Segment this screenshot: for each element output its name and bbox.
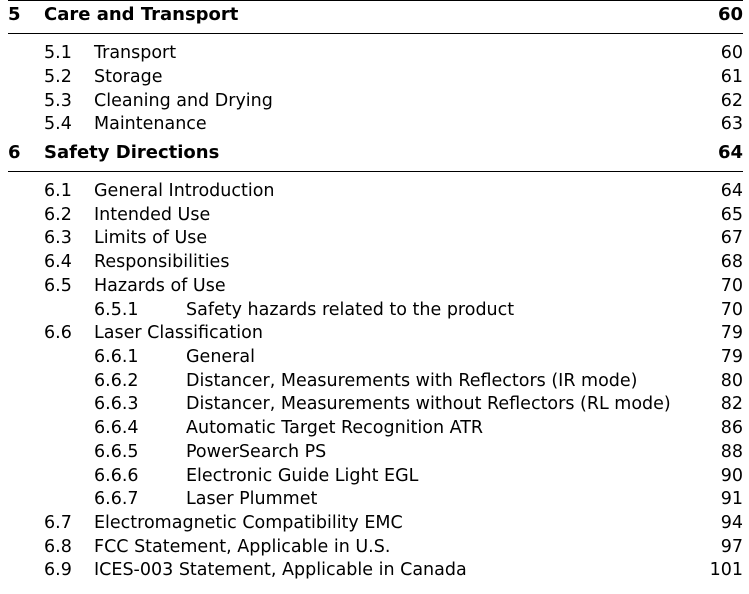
- toc-chapter-5[interactable]: [0, 3, 749, 27]
- toc-entry-6-2[interactable]: [0, 203, 749, 227]
- entry-number: 6.9: [44, 560, 72, 580]
- entry-page: 67: [720, 228, 743, 248]
- entry-title: Cleaning and Drying: [94, 91, 273, 111]
- entry-title: General: [186, 347, 255, 367]
- entry-title: Laser Classification: [94, 323, 263, 343]
- toc-entry-5-4[interactable]: [0, 112, 749, 136]
- entry-number: 6.5: [44, 276, 72, 296]
- entry-number: 6.6.7: [94, 489, 139, 509]
- toc-entry-5-3[interactable]: [0, 89, 749, 113]
- toc-entry-6-6-7[interactable]: [0, 487, 749, 511]
- entry-title: Limits of Use: [94, 228, 208, 248]
- entry-number: 6.1: [44, 181, 72, 201]
- entry-page: 79: [720, 323, 743, 343]
- entry-number: 6.7: [44, 513, 72, 533]
- toc-entry-5-2[interactable]: [0, 65, 749, 89]
- entry-title: Distancer, Measurements with Reflectors (IR mode): [186, 371, 638, 391]
- toc-entry-6-6-5[interactable]: [0, 440, 749, 464]
- entry-number: 6.6.3: [94, 394, 139, 414]
- entry-title: PowerSearch PS: [186, 442, 327, 462]
- toc-entry-5-1[interactable]: [0, 41, 749, 65]
- entry-page: 91: [720, 489, 743, 509]
- entry-number: 6.6.5: [94, 442, 139, 462]
- toc-entry-6-6-1[interactable]: [0, 345, 749, 369]
- entry-title: Hazards of Use: [94, 276, 226, 296]
- entry-number: 6.6.1: [94, 347, 139, 367]
- entry-page: 86: [720, 418, 743, 438]
- entry-page: 82: [720, 394, 743, 414]
- entry-title: FCC Statement, Applicable in U.S.: [94, 537, 391, 557]
- entry-number: 6.5.1: [94, 300, 139, 320]
- toc-entry-6-8[interactable]: [0, 535, 749, 559]
- entry-title: Electromagnetic Compatibility EMC: [94, 513, 403, 533]
- entry-title: Maintenance: [94, 114, 207, 134]
- toc-entry-6-6-3[interactable]: [0, 392, 749, 416]
- entry-number: 6.6.2: [94, 371, 139, 391]
- entry-title: Responsibilities: [94, 252, 230, 272]
- entry-title: Safety hazards related to the product: [186, 300, 515, 320]
- entry-title: Laser Plummet: [186, 489, 318, 509]
- entry-title: ICES-003 Statement, Applicable in Canada: [94, 560, 467, 580]
- entry-number: 5.3: [44, 91, 72, 111]
- chapter-number: 6: [8, 142, 21, 163]
- toc-entry-6-6-2[interactable]: [0, 369, 749, 393]
- entry-page: 80: [720, 371, 743, 391]
- entry-page: 70: [720, 276, 743, 296]
- chapter-divider: [8, 33, 743, 34]
- toc-entry-6-9[interactable]: [0, 558, 749, 582]
- chapter-page: 60: [717, 4, 743, 25]
- entry-page: 90: [720, 466, 743, 486]
- entry-number: 6.8: [44, 537, 72, 557]
- entry-page: 94: [720, 513, 743, 533]
- entry-number: 5.4: [44, 114, 72, 134]
- chapter-number: 5: [8, 4, 21, 25]
- entry-number: 6.6.6: [94, 466, 139, 486]
- entry-page: 60: [720, 43, 743, 63]
- entry-page: 97: [720, 537, 743, 557]
- entry-title: Storage: [94, 67, 163, 87]
- entry-title: Automatic Target Recognition ATR: [186, 418, 484, 438]
- chapter-divider: [8, 171, 743, 172]
- toc-entry-6-6-4[interactable]: [0, 416, 749, 440]
- entry-number: 5.2: [44, 67, 72, 87]
- entry-number: 6.6.4: [94, 418, 139, 438]
- entry-page: 64: [720, 181, 743, 201]
- toc-entry-6-6-6[interactable]: [0, 464, 749, 488]
- entry-page: 61: [720, 67, 743, 87]
- top-rule: [8, 0, 743, 1]
- entry-page: 68: [720, 252, 743, 272]
- chapter-page: 64: [717, 142, 743, 163]
- entry-page: 65: [720, 205, 743, 225]
- entry-page: 79: [720, 347, 743, 367]
- entry-number: 6.3: [44, 228, 72, 248]
- entry-page: 88: [720, 442, 743, 462]
- entry-title: Intended Use: [94, 205, 211, 225]
- entry-page: 70: [720, 300, 743, 320]
- entry-title: Distancer, Measurements without Reflectors (RL mode): [186, 394, 671, 414]
- toc-entry-6-1[interactable]: [0, 179, 749, 203]
- entry-title: Electronic Guide Light EGL: [186, 466, 419, 486]
- entry-number: 6.4: [44, 252, 72, 272]
- toc-entry-6-7[interactable]: [0, 511, 749, 535]
- toc-entry-6-6[interactable]: [0, 321, 749, 345]
- entry-title: General Introduction: [94, 181, 275, 201]
- entry-number: 5.1: [44, 43, 72, 63]
- entry-number: 6.6: [44, 323, 72, 343]
- toc-entry-6-4[interactable]: [0, 250, 749, 274]
- entry-title: Transport: [94, 43, 177, 63]
- toc-entry-6-5[interactable]: [0, 274, 749, 298]
- chapter-title: Safety Directions: [44, 142, 220, 163]
- toc-entry-6-5-1[interactable]: [0, 298, 749, 322]
- entry-page: 63: [720, 114, 743, 134]
- toc-chapter-6[interactable]: [0, 141, 749, 165]
- entry-page: 101: [709, 560, 743, 580]
- chapter-title: Care and Transport: [44, 4, 239, 25]
- toc-entry-6-3[interactable]: [0, 226, 749, 250]
- entry-number: 6.2: [44, 205, 72, 225]
- entry-page: 62: [720, 91, 743, 111]
